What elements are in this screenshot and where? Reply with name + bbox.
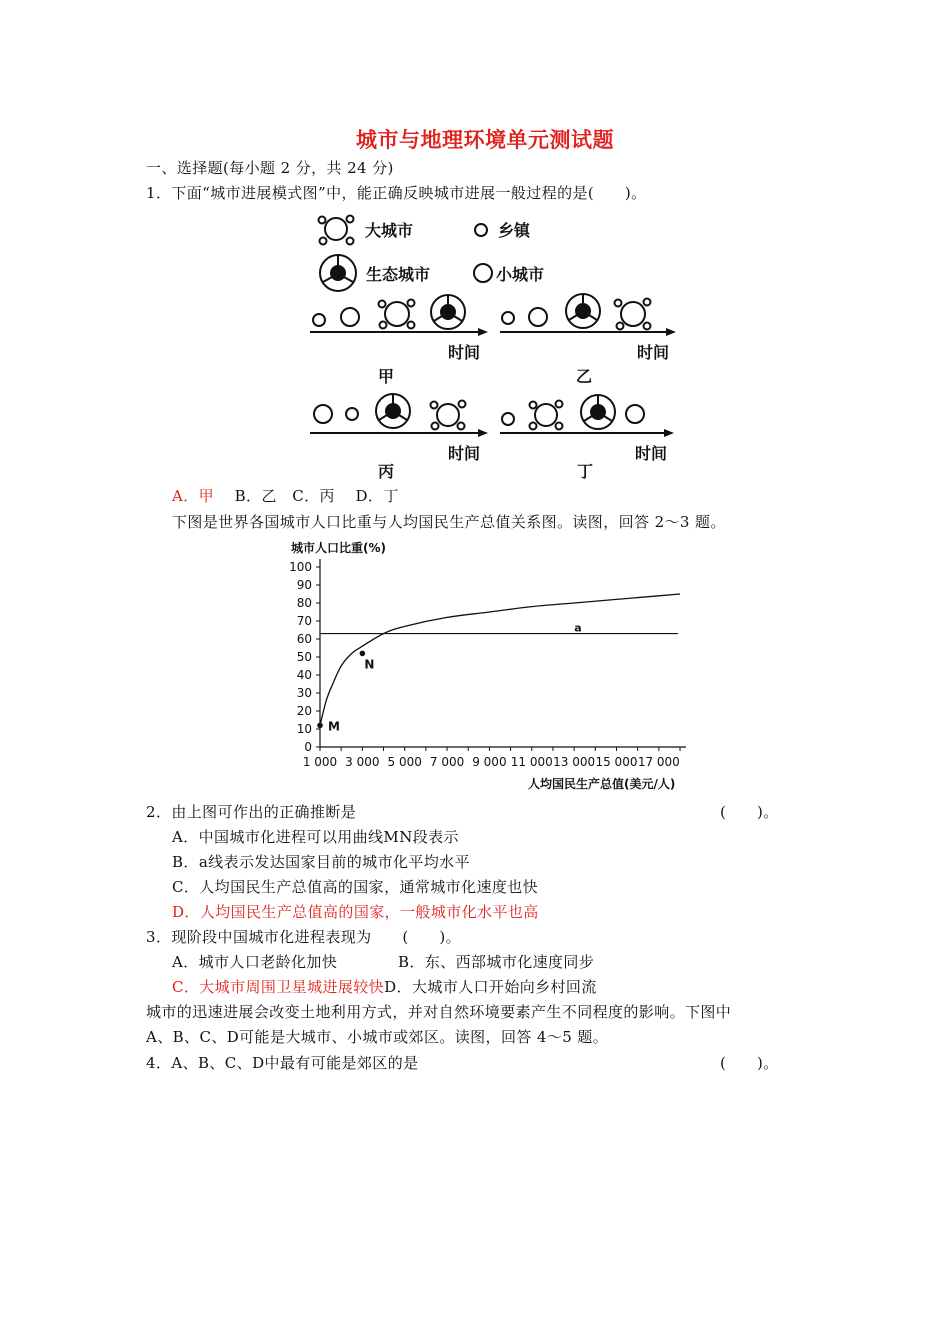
legend-eco-city-label: 生态城市 [366,265,431,284]
legend-big-city-label: 大城市 [365,221,414,240]
time-label-ding: 时间 [635,444,668,463]
question-4-intro-line-2: A、B、C、D可能是大城市、小城市或郊区。读图，回答 4～5 题。 [146,1028,609,1046]
question-2-option-c: C．人均国民生产总值高的国家，通常城市化速度也快 [172,878,539,896]
legend-big-city-symbol [319,216,354,245]
chart-y-axis-title: 城市人口比重(%) [291,541,386,555]
x-tick-label: 1 000 [302,755,338,769]
question-4-stem: 4．A、B、C、D中最有可能是郊区的是 [146,1054,419,1072]
y-tick-label: 50 [296,650,312,664]
chart-intro: 下图是世界各国城市人口比重与人均国民生产总值关系图。读图，回答 2～3 题。 [172,513,726,531]
chart-x-axis-title: 人均国民生产总值(美元/人) [528,777,676,791]
question-1-option-a: A．甲 [172,487,215,505]
question-2-stem: 2．由上图可作出的正确推断是 [146,803,357,821]
panel-label-jia: 甲 [378,367,395,386]
question-2-answer-blank: ( )。 [720,803,779,821]
question-3-option-a: A．城市人口老龄化加快 [172,953,338,971]
page-title: 城市与地理环境单元测试题 [356,127,614,152]
x-tick-label: 3 000 [345,755,380,769]
question-1-options-rest: B．乙 C．丙 D．丁 [234,487,399,505]
y-tick-label: 30 [296,686,312,700]
question-2-option-b: B．a线表示发达国家目前的城市化平均水平 [172,853,470,871]
question-4-answer-blank: ( )。 [720,1054,779,1072]
legend-town-symbol [475,224,487,236]
y-tick-label: 0 [304,740,312,754]
y-tick-label: 80 [296,596,312,610]
panel-label-bing: 丙 [378,462,395,481]
legend-eco-city-symbol [320,255,356,291]
time-label-yi: 时间 [637,343,670,362]
x-tick-label: 7 000 [429,755,465,769]
panel-label-ding: 丁 [577,462,594,481]
legend-small-city-symbol [474,264,492,282]
y-tick-label: 20 [296,704,312,718]
point-m-label: M [328,719,340,734]
panel-jia-symbols [313,295,465,329]
question-3-options-cd [172,977,597,997]
legend-town-label: 乡镇 [498,221,531,240]
point-n-label: N [364,657,375,672]
question-1-stem: 1．下面“城市进展模式图”中，能正确反映城市进展一般过程的是( )。 [146,184,647,202]
x-tick-label: 13 000 [553,755,596,769]
city-development-diagram [300,210,690,485]
x-tick-label: 9 000 [472,755,507,769]
x-tick-label: 15 000 [595,755,638,769]
point-m-marker [317,723,323,729]
question-2-option-d: D．人均国民生产总值高的国家，一般城市化水平也高 [172,903,539,921]
question-1-options [172,486,399,506]
time-label-bing: 时间 [448,444,481,463]
y-tick-label: 10 [296,722,312,736]
question-3-stem: 3．现阶段中国城市化进程表现为 ( )。 [146,928,462,946]
point-n-marker [360,651,366,657]
panel-ding-symbols [502,395,644,430]
x-tick-label: 11 000 [510,755,553,769]
panel-bing-symbols [314,394,466,430]
line-a-label: a [574,621,582,635]
y-tick-label: 100 [289,560,312,574]
question-3-option-c: C．大城市周围卫星城进展较快 [172,978,385,996]
time-label-jia: 时间 [448,343,481,362]
question-2-option-a: A．中国城市化进程可以用曲线MN段表示 [172,828,459,846]
section-heading: 一、选择题(每小题 2 分，共 24 分) [146,159,394,177]
y-tick-label: 60 [296,632,312,646]
question-3-option-d: D．大城市人口开始向乡村回流 [384,978,597,996]
x-tick-label: 5 000 [387,755,422,769]
y-tick-label: 40 [296,668,312,682]
urbanization-chart [270,555,700,777]
question-3-option-b: B．东、西部城市化速度同步 [398,953,595,971]
panel-yi-symbols [502,294,651,330]
y-tick-label: 70 [296,614,312,628]
legend-small-city-label: 小城市 [496,265,545,284]
y-tick-label: 90 [296,578,312,592]
x-tick-label: 17 000 [637,755,680,769]
panel-label-yi: 乙 [576,367,593,386]
question-4-intro-line-1: 城市的迅速进展会改变土地利用方式，并对自然环境要素产生不同程度的影响。下图中 [146,1003,732,1021]
